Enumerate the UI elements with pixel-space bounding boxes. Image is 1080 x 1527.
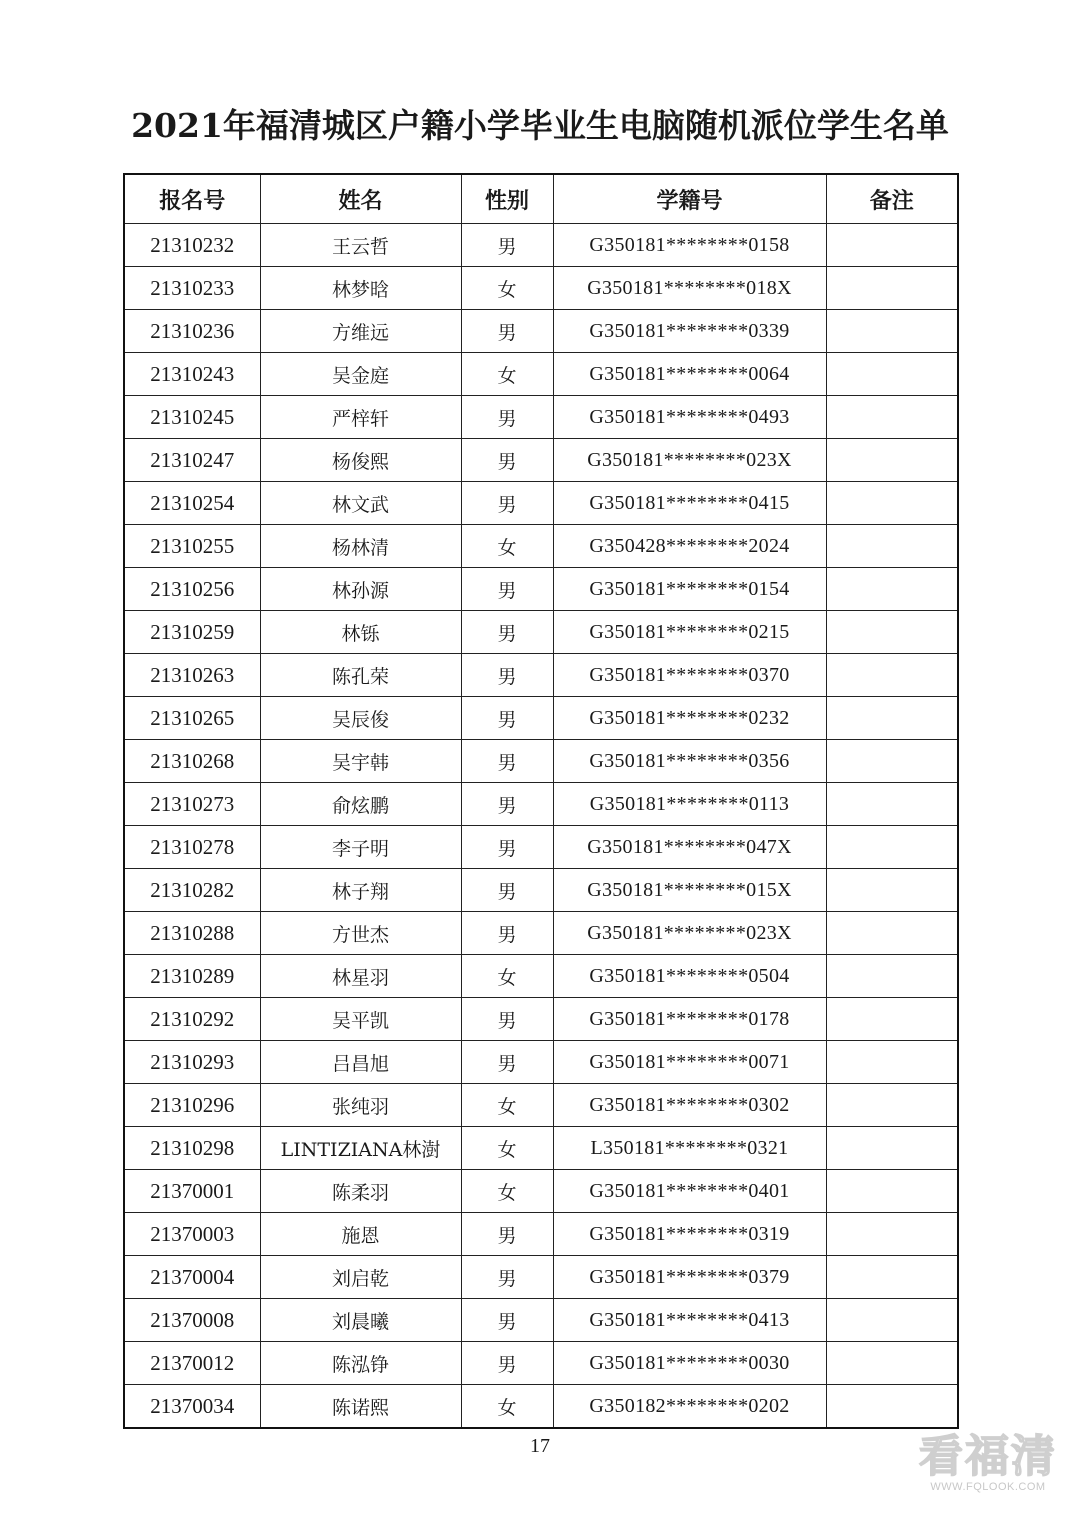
table-row [124,525,958,568]
cell-sex: 女 [461,525,553,568]
table-row [124,611,958,654]
cell-note [826,611,958,654]
table-row [124,912,958,955]
cell-note [826,740,958,783]
cell-note [826,1256,958,1299]
table-row [124,869,958,912]
cell-sex: 男 [461,439,553,482]
cell-student-name: 方维远 [260,310,461,353]
cell-registration-id: 21310255 [124,525,260,568]
cell-note [826,525,958,568]
cell-note [826,1385,958,1429]
cell-note [826,654,958,697]
cell-registration-id: 21310259 [124,611,260,654]
cell-student-name: 林星羽 [260,955,461,998]
cell-registration-id: 21310273 [124,783,260,826]
cell-student-number: G350181********015X [553,869,826,912]
cell-student-number: G350181********0178 [553,998,826,1041]
table-row [124,826,958,869]
cell-registration-id: 21310265 [124,697,260,740]
cell-registration-id: 21370004 [124,1256,260,1299]
cell-student-number: G350181********0415 [553,482,826,525]
cell-sex: 女 [461,1170,553,1213]
cell-student-name: 杨俊熙 [260,439,461,482]
cell-registration-id: 21310236 [124,310,260,353]
cell-student-name: LINTIZIANA林澍 [260,1127,461,1170]
cell-note [826,1213,958,1256]
watermark-url: WWW.FQLOOK.COM [930,1481,1046,1493]
cell-sex: 男 [461,869,553,912]
cell-student-name: 王云哲 [260,224,461,267]
page-number: 17 [530,1435,550,1457]
cell-student-number: G350428********2024 [553,525,826,568]
cell-registration-id: 21370008 [124,1299,260,1342]
cell-student-number: G350181********0302 [553,1084,826,1127]
cell-note [826,1299,958,1342]
cell-note [826,1342,958,1385]
cell-student-number: G350181********0071 [553,1041,826,1084]
cell-registration-id: 21310293 [124,1041,260,1084]
table-row [124,267,958,310]
table-row [124,654,958,697]
cell-student-number: G350181********0154 [553,568,826,611]
cell-sex: 女 [461,955,553,998]
cell-student-number: G350181********023X [553,439,826,482]
cell-student-name: 吴辰俊 [260,697,461,740]
cell-sex: 男 [461,396,553,439]
column-header-id: 报名号 [124,174,260,224]
cell-sex: 女 [461,353,553,396]
table-row [124,1385,958,1429]
cell-note [826,353,958,396]
table-row [124,783,958,826]
cell-student-name: 严梓轩 [260,396,461,439]
cell-registration-id: 21310233 [124,267,260,310]
column-header-name: 姓名 [260,174,461,224]
cell-sex: 男 [461,1342,553,1385]
table-header-row [124,174,958,224]
table-row [124,439,958,482]
cell-note [826,224,958,267]
table-row [124,353,958,396]
cell-student-number: G350181********047X [553,826,826,869]
cell-sex: 女 [461,1385,553,1429]
cell-student-name: 李子明 [260,826,461,869]
cell-student-number: G350181********0064 [553,353,826,396]
table-row [124,955,958,998]
table-row [124,1084,958,1127]
cell-student-number: G350181********023X [553,912,826,955]
cell-registration-id: 21370034 [124,1385,260,1429]
cell-registration-id: 21310256 [124,568,260,611]
table-body [124,224,958,1429]
cell-sex: 男 [461,826,553,869]
cell-note [826,310,958,353]
cell-student-number: G350181********0319 [553,1213,826,1256]
cell-sex: 男 [461,1213,553,1256]
cell-note [826,826,958,869]
cell-note [826,783,958,826]
cell-note [826,1041,958,1084]
cell-student-name: 陈孔荣 [260,654,461,697]
cell-sex: 女 [461,267,553,310]
cell-note [826,1084,958,1127]
cell-student-number: G350181********0401 [553,1170,826,1213]
cell-sex: 男 [461,568,553,611]
cell-note [826,955,958,998]
cell-student-name: 林梦晗 [260,267,461,310]
cell-note [826,697,958,740]
cell-student-name: 杨林清 [260,525,461,568]
table-row [124,998,958,1041]
cell-student-number: L350181********0321 [553,1127,826,1170]
table-row [124,224,958,267]
site-watermark [918,1433,1058,1493]
cell-student-number: G350181********0113 [553,783,826,826]
cell-sex: 男 [461,1041,553,1084]
cell-note [826,568,958,611]
cell-student-number: G350181********0339 [553,310,826,353]
cell-registration-id: 21310278 [124,826,260,869]
cell-student-number: G350181********0370 [553,654,826,697]
watermark-logo-text: 看福清 [919,1431,1057,1482]
cell-registration-id: 21310298 [124,1127,260,1170]
cell-registration-id: 21310263 [124,654,260,697]
column-header-student-no: 学籍号 [553,174,826,224]
cell-registration-id: 21310296 [124,1084,260,1127]
table-row [124,568,958,611]
cell-student-name: 俞炫鹏 [260,783,461,826]
student-roster-table [123,173,959,1429]
table-row [124,1127,958,1170]
cell-sex: 男 [461,697,553,740]
table-row [124,1170,958,1213]
cell-registration-id: 21310282 [124,869,260,912]
cell-student-number: G350181********0158 [553,224,826,267]
cell-student-name: 施恩 [260,1213,461,1256]
table-row [124,396,958,439]
cell-sex: 女 [461,1084,553,1127]
cell-note [826,869,958,912]
cell-student-name: 吴平凯 [260,998,461,1041]
cell-sex: 男 [461,740,553,783]
cell-registration-id: 21370001 [124,1170,260,1213]
cell-sex: 男 [461,998,553,1041]
cell-student-name: 陈诺熙 [260,1385,461,1429]
table-row [124,1213,958,1256]
cell-sex: 男 [461,310,553,353]
cell-student-name: 张纯羽 [260,1084,461,1127]
cell-student-number: G350181********0232 [553,697,826,740]
cell-sex: 男 [461,224,553,267]
cell-registration-id: 21370012 [124,1342,260,1385]
table-row [124,310,958,353]
table-row [124,697,958,740]
cell-note [826,912,958,955]
cell-student-number: G350181********0413 [553,1299,826,1342]
cell-note [826,1127,958,1170]
cell-student-number: G350182********0202 [553,1385,826,1429]
cell-registration-id: 21310289 [124,955,260,998]
cell-registration-id: 21310268 [124,740,260,783]
cell-student-name: 吕昌旭 [260,1041,461,1084]
cell-student-name: 陈泓铮 [260,1342,461,1385]
cell-student-number: G350181********0379 [553,1256,826,1299]
cell-registration-id: 21310245 [124,396,260,439]
table-row [124,1299,958,1342]
cell-note [826,396,958,439]
table-row [124,1256,958,1299]
cell-sex: 男 [461,654,553,697]
cell-student-number: G350181********0215 [553,611,826,654]
cell-student-number: G350181********018X [553,267,826,310]
cell-sex: 男 [461,1256,553,1299]
cell-student-number: G350181********0356 [553,740,826,783]
cell-sex: 女 [461,1127,553,1170]
cell-note [826,998,958,1041]
cell-sex: 男 [461,912,553,955]
cell-registration-id: 21310243 [124,353,260,396]
cell-registration-id: 21310292 [124,998,260,1041]
cell-registration-id: 21310247 [124,439,260,482]
cell-registration-id: 21310288 [124,912,260,955]
page-title: 2021年福清城区户籍小学毕业生电脑随机派位学生名单 [131,106,949,145]
cell-registration-id: 21370003 [124,1213,260,1256]
cell-registration-id: 21310232 [124,224,260,267]
cell-sex: 男 [461,1299,553,1342]
table-row [124,1342,958,1385]
column-header-sex: 性别 [461,174,553,224]
cell-student-number: G350181********0504 [553,955,826,998]
table-row [124,740,958,783]
cell-student-number: G350181********0493 [553,396,826,439]
cell-sex: 男 [461,482,553,525]
cell-student-name: 方世杰 [260,912,461,955]
cell-student-name: 林孙源 [260,568,461,611]
column-header-note: 备注 [826,174,958,224]
cell-note [826,267,958,310]
cell-note [826,439,958,482]
cell-student-name: 林文武 [260,482,461,525]
cell-student-name: 陈柔羽 [260,1170,461,1213]
cell-student-name: 吴金庭 [260,353,461,396]
cell-registration-id: 21310254 [124,482,260,525]
cell-note [826,482,958,525]
cell-student-name: 林铄 [260,611,461,654]
cell-sex: 男 [461,611,553,654]
cell-sex: 男 [461,783,553,826]
table-row [124,1041,958,1084]
cell-student-number: G350181********0030 [553,1342,826,1385]
table-row [124,482,958,525]
cell-student-name: 林子翔 [260,869,461,912]
cell-student-name: 吴宇韩 [260,740,461,783]
cell-student-name: 刘启乾 [260,1256,461,1299]
cell-note [826,1170,958,1213]
cell-student-name: 刘晨曦 [260,1299,461,1342]
